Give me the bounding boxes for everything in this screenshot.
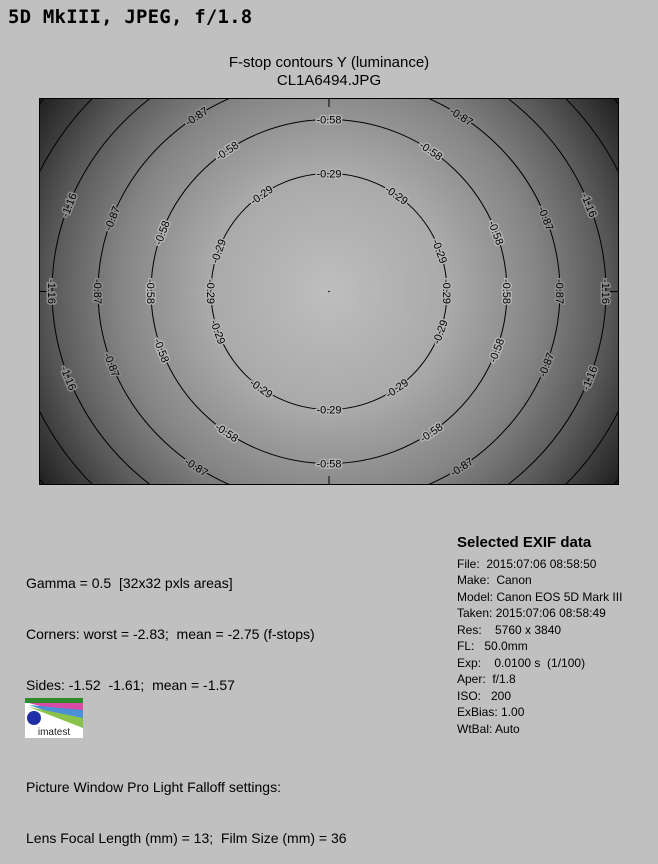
- exif-row: Taken: 2015:07:06 08:58:49: [457, 606, 606, 620]
- contour-label: -1.16: [578, 191, 599, 220]
- chart-subtitle: CL1A6494.JPG: [276, 72, 382, 89]
- contour-label: -1.16: [580, 364, 601, 393]
- contour-label: -0.29: [440, 278, 452, 305]
- contour-label: -0.58: [150, 336, 171, 365]
- contour-label: -0.29: [382, 183, 410, 208]
- page-title: 5D MkIII, JPEG, f/1.8: [8, 6, 253, 28]
- exif-row: WtBal: Auto: [457, 721, 520, 736]
- exif-panel: [457, 535, 622, 737]
- contour-label: -0.87: [91, 278, 103, 305]
- imatest-logo: [25, 698, 83, 738]
- contour-label: -1.16: [59, 191, 80, 220]
- contour-label: -0.87: [102, 204, 124, 233]
- contour-label: -0.58: [417, 421, 446, 446]
- exif-title: Selected EXIF data: [457, 534, 592, 551]
- contour-label: -0.58: [316, 114, 342, 127]
- contour-label: -0.29: [204, 278, 216, 305]
- exif-row: Exp: 0.0100 s (1/100): [457, 655, 586, 670]
- chart-title: F-stop contours Y (luminance): [228, 54, 430, 71]
- contour-label: -0.58: [485, 219, 506, 247]
- corners-text: Corners: worst = -2.83; mean = -2.75 (f-stops): [26, 626, 315, 642]
- gamma-text: Gamma = 0.5 [32x32 pxls areas]: [26, 575, 233, 591]
- contour-label: -0.58: [416, 139, 445, 164]
- pw-settings-values: Lens Focal Length (mm) = 13; Film Size (mm) = 36: [26, 830, 347, 846]
- contour-label: -0.29: [248, 183, 276, 208]
- contour-label: -0.58: [487, 336, 508, 365]
- contour-label: -0.58: [213, 139, 242, 164]
- logo-text: imatest: [37, 727, 71, 738]
- exif-row: Model: Canon EOS 5D Mark III: [457, 589, 623, 604]
- contour-label: -0.87: [553, 278, 565, 305]
- exif-row: Res: 5760 x 3840: [457, 622, 562, 637]
- pw-settings-title: Picture Window Pro Light Falloff settings:: [26, 779, 281, 795]
- contour-label: -0.87: [448, 455, 476, 480]
- exif-row: File: 2015:07:06 08:58:50: [457, 556, 597, 571]
- contour-label: -0.29: [429, 237, 449, 266]
- contour-label: -0.29: [247, 376, 275, 402]
- contour-label: -0.29: [209, 237, 229, 266]
- contour-label: -0.29: [316, 404, 342, 417]
- contour-label: -0.87: [183, 105, 211, 129]
- exif-row: ISO: 200: [457, 688, 512, 703]
- contour-label: -0.29: [316, 168, 342, 181]
- contour-plot: [39, 98, 619, 485]
- contour-label: -0.87: [447, 105, 475, 129]
- exif-row: Make: Canon: [457, 573, 532, 587]
- contour-label: -0.58: [212, 421, 241, 446]
- chart-title-block: [0, 54, 658, 90]
- contour-label: -0.58: [500, 278, 512, 305]
- center-point: [328, 291, 330, 293]
- contour-label: -1.16: [57, 364, 78, 393]
- sides-text: Sides: -1.52 -1.61; mean = -1.57: [26, 677, 235, 693]
- exif-row: ExBias: 1.00: [457, 705, 525, 719]
- contour-label: -0.87: [536, 351, 558, 379]
- contour-label: -0.58: [152, 219, 173, 247]
- exif-row: FL: 50.0mm: [457, 639, 528, 653]
- contour-label: -0.29: [383, 376, 411, 402]
- contour-label: -0.58: [316, 458, 342, 471]
- contour-label: -0.87: [100, 351, 122, 379]
- contour-label: -0.29: [207, 318, 228, 347]
- contour-label: -0.29: [430, 318, 451, 347]
- contour-label: -1.16: [45, 278, 57, 305]
- exif-row: Aper: f/1.8: [457, 672, 516, 686]
- contour-label: -0.58: [144, 278, 156, 305]
- contour-label: -0.87: [182, 455, 210, 480]
- contour-label: -0.87: [534, 204, 556, 233]
- contour-label: -1.16: [599, 278, 611, 305]
